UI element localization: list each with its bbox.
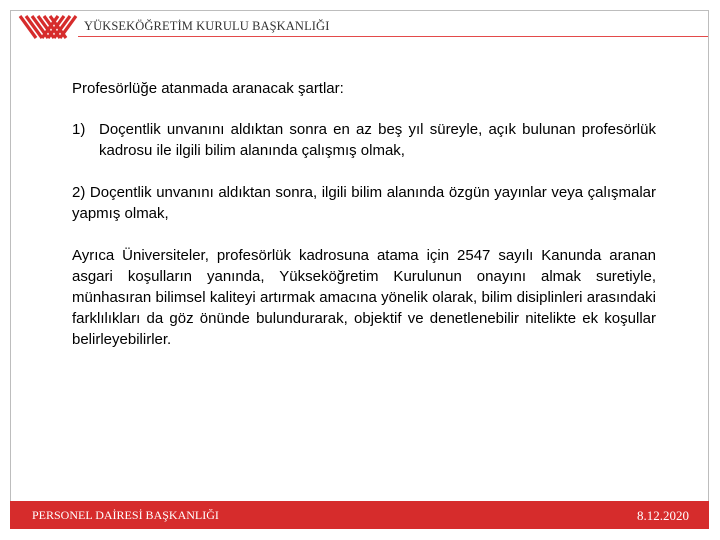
footer-bar [10,501,709,529]
header-divider [78,36,708,37]
list-item-1 [72,119,656,161]
yok-logo-icon [18,12,78,40]
content-paragraph: Ayrıca Üniversiteler, profesörlük kadrosuna atama için 2547 sayılı Kanunda aranan asgari koşulların yanında, Yükseköğretim Kurulunun onayını almak suretiyle, münhasıran bilimsel kaliteyi artırmak amacına yönelik olarak, bilim disiplinleri arasındaki farklılıkları da göz önünde bulundurarak, objektif ve denetlenebilir nitelikte ek koşullar belirleyebilirler. [72,247,656,348]
header-title: YÜKSEKÖĞRETİM KURULU BAŞKANLIĞI [84,19,330,33]
footer-department: PERSONEL DAİRESİ BAŞKANLIĞI [32,508,219,522]
list-item-1-number: 1) [72,121,86,138]
slide-content [72,78,656,350]
list-item-2: 2) Doçentlik unvanını aldıktan sonra, ilgili bilim alanında özgün yayınlar veya çalışmalar yapmış olmak, [72,184,656,222]
footer-date: 8.12.2020 [637,508,689,523]
list-item-1-text: Doçentlik unvanını aldıktan sonra en az beş yıl süreyle, açık bulunan profesörlük kadrosu ile ilgili bilim alanında çalışmış olmak, [99,121,656,159]
content-heading: Profesörlüğe atanmada aranacak şartlar: [72,80,344,97]
